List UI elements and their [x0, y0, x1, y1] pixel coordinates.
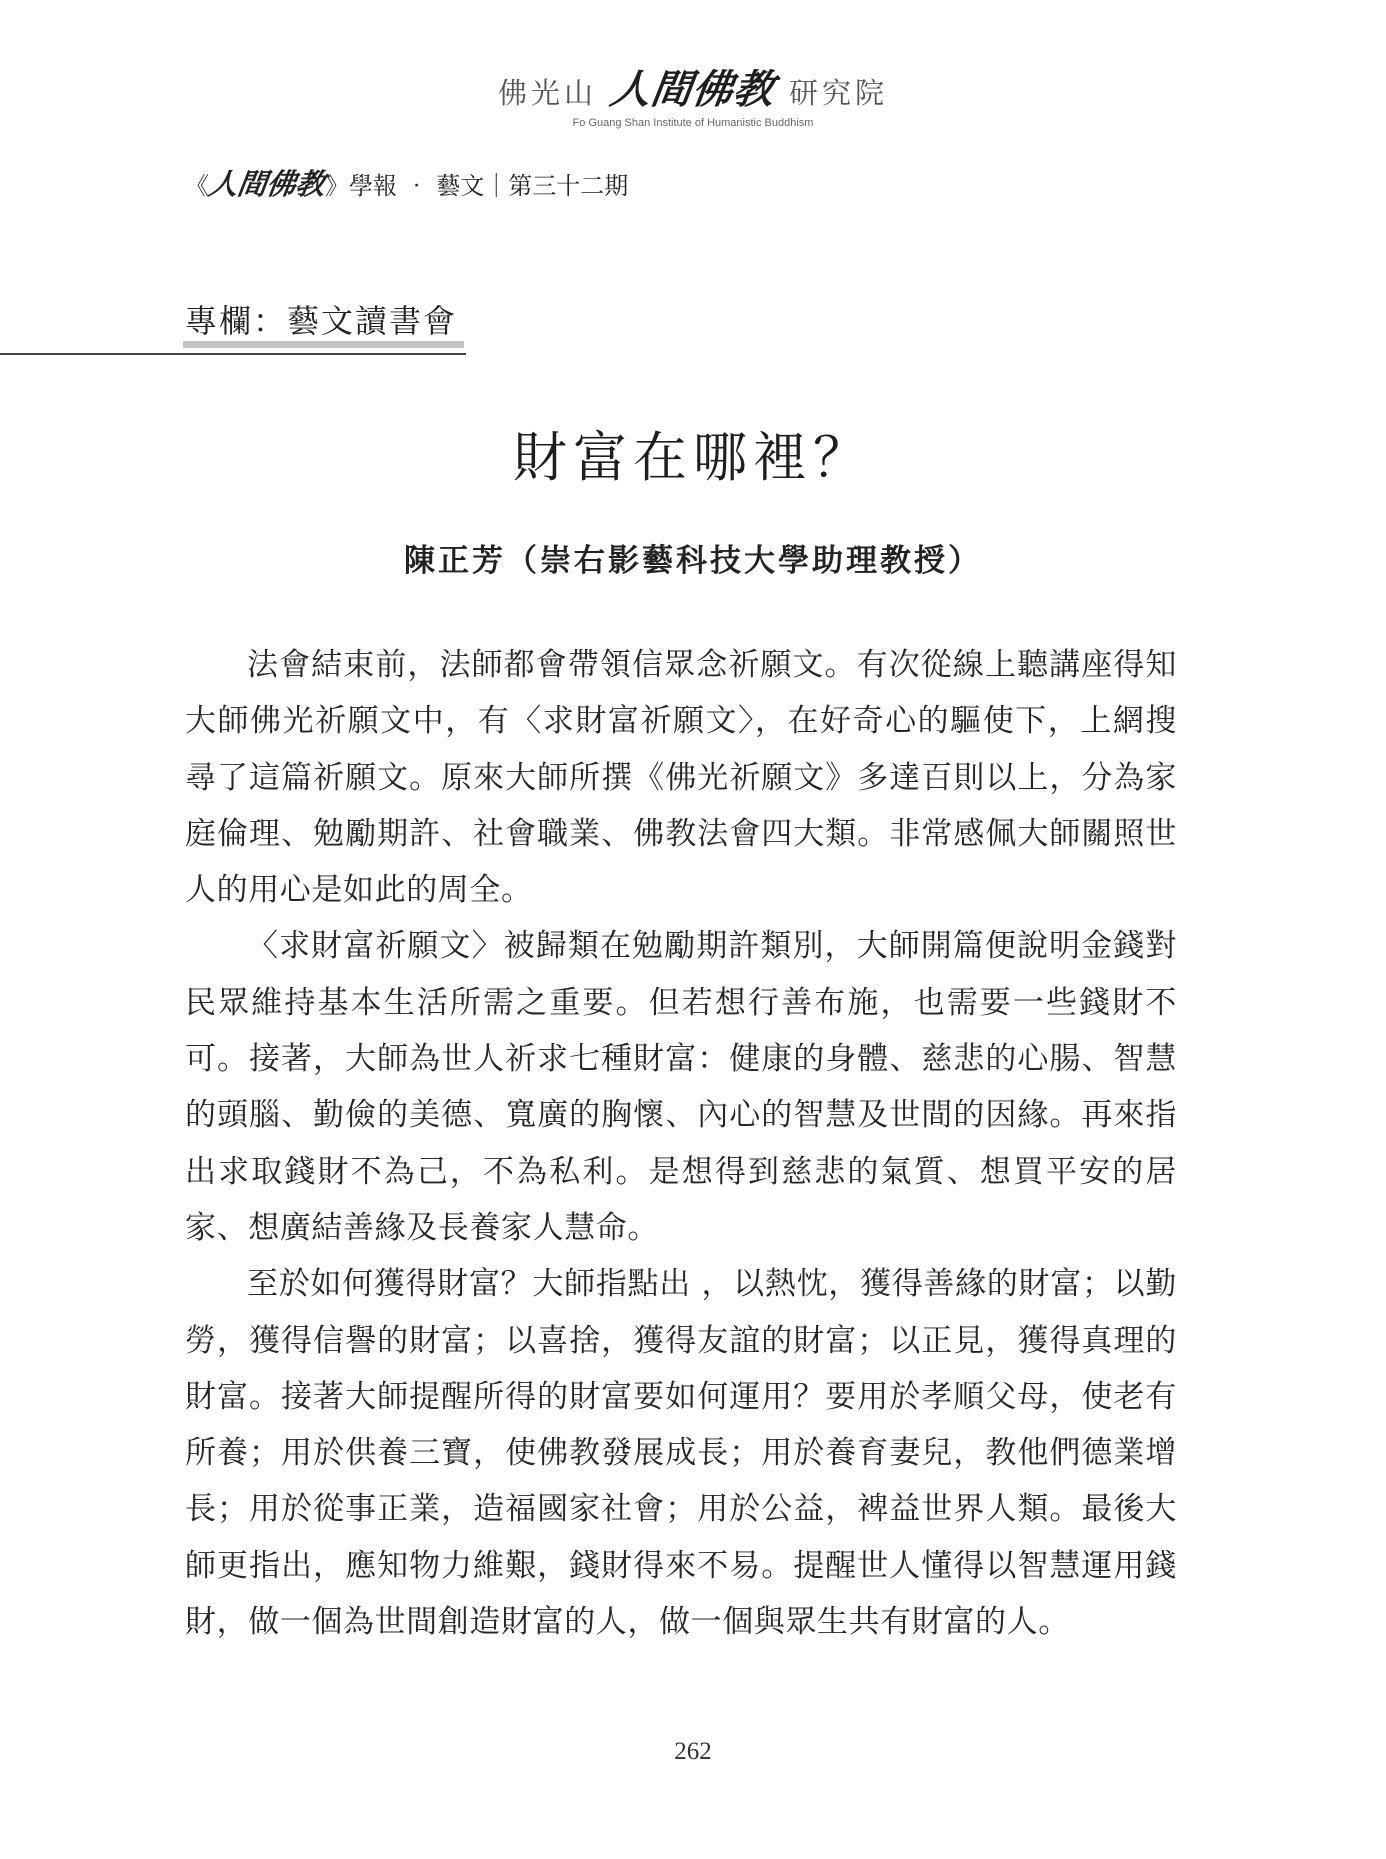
page-number: 262	[674, 1738, 712, 1765]
masthead-logo	[0, 58, 1386, 115]
masthead-prefix: 佛光山	[497, 76, 597, 110]
journal-calligraphy: 人間佛教	[206, 167, 328, 201]
article-body	[185, 637, 1177, 1650]
masthead-english: Fo Guang Shan Institute of Humanistic Buddhism	[572, 117, 814, 129]
journal-open-bracket: 《	[185, 172, 209, 200]
column-title: 專欄：藝文讀書會	[185, 302, 458, 340]
journal-issue: 》學報 ‧ 藝文｜第三十二期	[325, 172, 629, 200]
article-byline: 陳正芳（崇右影藝科技大學助理教授）	[404, 543, 982, 579]
paragraph-2: 〈求財富祈願文〉被歸類在勉勵期許類別，大師開篇便說明金錢對民眾維持基本生活所需之重要。但若想行善布施，也需要一些錢財不可。接著，大師為世人祈求七種財富：健康的身體、慈悲的心腸、智慧的頭腦、勤儉的美德、寬廣的胸懷、內心的智慧及世間的因緣。再來指出求取錢財不為己，不為私利。是想得到慈悲的氣質、想買平安的居家、想廣結善緣及長養家人慧命。	[185, 928, 1177, 1246]
masthead-suffix: 研究院	[789, 76, 889, 110]
column-divider	[0, 353, 466, 355]
journal-header	[185, 162, 628, 203]
paragraph-3: 至於如何獲得財富？大師指點出 ，以熱忱，獲得善緣的財富；以勤勞，獲得信譽的財富；以喜捨，獲得友誼的財富；以正見，獲得真理的財富。接著大師提醒所得的財富要如何運用？要用於孝順父母，使老有所養；用於供養三寶，使佛教發展成長；用於養育妻兒，教他們德業增長；用於從事正業，造福國家社會；用於公益，裨益世界人類。最後大師更指出，應知物力維艱，錢財得來不易。提醒世人懂得以智慧運用錢財，做一個為世間創造財富的人，做一個與眾生共有財富的人。	[185, 1266, 1177, 1641]
paragraph-1: 法會結束前，法師都會帶領信眾念祈願文。有次從線上聽講座得知大師佛光祈願文中，有〈求財富祈願文〉，在好奇心的驅使下，上網搜尋了這篇祈願文。原來大師所撰《佛光祈願文》多達百則以上，分為家庭倫理、勉勵期許、社會職業、佛教法會四大類。非常感佩大師關照世人的用心是如此的周全。	[185, 647, 1177, 909]
masthead-calligraphy: 人間佛教	[607, 66, 778, 113]
masthead	[0, 58, 1386, 129]
column-underbar	[183, 341, 464, 348]
article-title: 財富在哪裡？	[513, 426, 873, 489]
